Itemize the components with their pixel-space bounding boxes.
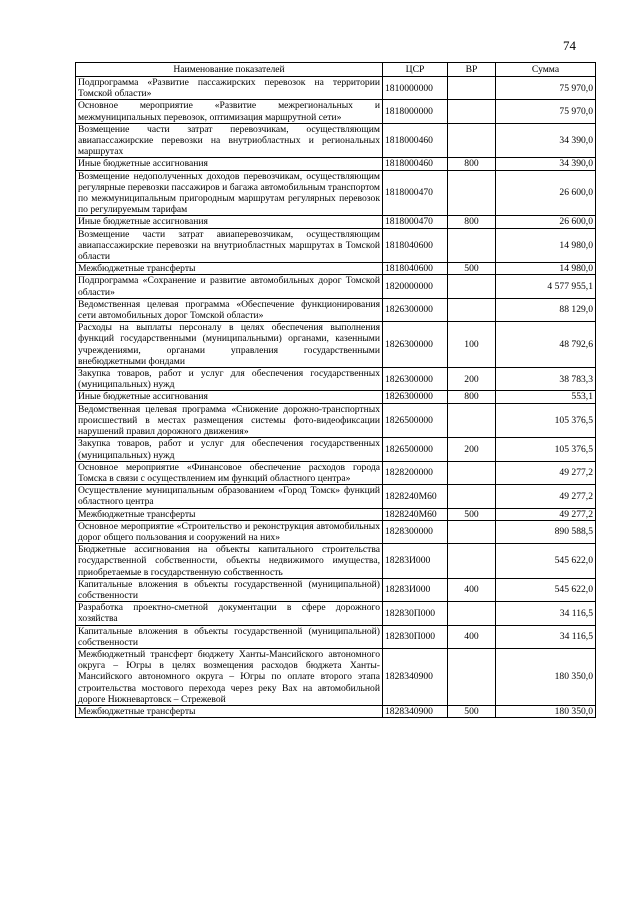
table-row [76,508,596,520]
row-sum: 890 588,5 [496,520,596,543]
row-type: 800 [448,158,496,170]
row-name: Ведомственная целевая программа «Обеспечение функционирования сети автомобильных дорог Томской области» [76,298,383,321]
row-type: 400 [448,625,496,648]
row-type [448,100,496,123]
row-code: 1818040600 [383,263,448,275]
row-sum: 75 970,0 [496,77,596,100]
row-sum: 105 376,5 [496,438,596,461]
row-sum: 34 390,0 [496,158,596,170]
row-name: Закупка товаров, работ и услуг для обеспечения государственных (муниципальных) нужд [76,368,383,391]
row-type [448,170,496,216]
row-sum: 26 600,0 [496,216,596,228]
row-code: 1826300000 [383,368,448,391]
row-name: Основное мероприятие «Финансовое обеспечение расходов города Томска в связи с осуществлением им функций областного центра» [76,461,383,484]
header-name: Наименование показателей [76,63,383,77]
row-sum: 49 277,2 [496,461,596,484]
row-code: 18283И000 [383,578,448,601]
table-row [76,485,596,508]
table-row [76,461,596,484]
table-row [76,520,596,543]
row-type [448,485,496,508]
row-code: 182830П000 [383,602,448,625]
row-name: Подпрограмма «Сохранение и развитие автомобильных дорог Томской области» [76,275,383,298]
row-code: 1818000460 [383,158,448,170]
row-name: Иные бюджетные ассигнования [76,391,383,403]
table-row [76,77,596,100]
row-type: 100 [448,322,496,368]
row-code: 1818000470 [383,170,448,216]
row-name: Иные бюджетные ассигнования [76,158,383,170]
row-sum: 553,1 [496,391,596,403]
row-type [448,298,496,321]
table-row [76,158,596,170]
row-name: Ведомственная целевая программа «Снижение дорожно-транспортных происшествий в местах размещения системы фото-видеофиксации нарушений правил дорожного движения» [76,403,383,438]
row-type [448,77,496,100]
row-type: 500 [448,263,496,275]
row-sum: 88 129,0 [496,298,596,321]
row-sum: 14 980,0 [496,263,596,275]
table-row [76,403,596,438]
row-name: Бюджетные ассигнования на объекты капитального строительства государственной собственности, объекты недвижимого имущества, приобретаемые в государственную собственность [76,544,383,579]
row-code: 1828340900 [383,705,448,717]
row-name: Капитальные вложения в объекты государственной (муниципальной) собственности [76,625,383,648]
row-name: Межбюджетный трансферт бюджету Ханты-Мансийского автономного округа – Югры в целях возмещения расходов бюджета Ханты-Мансийского автономного округа – Югры по оплате второго этапа строительства мостового перехода через реку Вах на автомобильной дороге Нижневартовск – Стрежевой [76,648,383,705]
row-type [448,520,496,543]
header-sum: Сумма [496,63,596,77]
row-code: 1828240М60 [383,508,448,520]
row-name: Возмещение части затрат авиаперевозчикам, осуществляющим авиапассажирские перевозки на внутриобластных маршрутах в Томской области [76,228,383,263]
page-number: 74 [563,38,576,53]
row-type: 800 [448,391,496,403]
row-code: 1820000000 [383,275,448,298]
row-name: Межбюджетные трансферты [76,705,383,717]
row-code: 1826500000 [383,403,448,438]
row-name: Капитальные вложения в объекты государственной (муниципальной) собственности [76,578,383,601]
row-sum: 545 622,0 [496,544,596,579]
row-type [448,461,496,484]
row-type [448,602,496,625]
row-code: 1818000000 [383,100,448,123]
table-row [76,368,596,391]
row-code: 1818000470 [383,216,448,228]
row-code: 1818040600 [383,228,448,263]
row-name: Межбюджетные трансферты [76,263,383,275]
row-sum: 34 390,0 [496,123,596,158]
row-name: Осуществление муниципальным образованием «Город Томск» функций областного центра [76,485,383,508]
row-code: 182830П000 [383,625,448,648]
row-type: 800 [448,216,496,228]
header-code: ЦСР [383,63,448,77]
row-name: Основное мероприятие «Развитие межрегиональных и межмуниципальных перевозок, оптимизация маршрутной сети» [76,100,383,123]
row-code: 1828300000 [383,520,448,543]
row-sum: 75 970,0 [496,100,596,123]
row-code: 1818000460 [383,123,448,158]
row-name: Возмещение части затрат перевозчикам, осуществляющим авиапассажирские перевозки на внутриобластных и региональных маршрутах [76,123,383,158]
row-type: 200 [448,438,496,461]
row-type [448,544,496,579]
row-code: 1828240М60 [383,485,448,508]
table-row [76,544,596,579]
table-row [76,391,596,403]
header-type: ВР [448,63,496,77]
row-type [448,228,496,263]
table-row [76,648,596,705]
table-row [76,625,596,648]
row-sum: 26 600,0 [496,170,596,216]
row-type: 500 [448,508,496,520]
row-sum: 48 792,6 [496,322,596,368]
table-row [76,578,596,601]
row-name: Межбюджетные трансферты [76,508,383,520]
row-name: Основное мероприятие «Строительство и реконструкция автомобильных дорог общего пользования и сооружений на них» [76,520,383,543]
row-code: 1828340900 [383,648,448,705]
row-type: 200 [448,368,496,391]
table-row [76,705,596,717]
row-sum: 180 350,0 [496,648,596,705]
row-name: Закупка товаров, работ и услуг для обеспечения государственных (муниципальных) нужд [76,438,383,461]
table-body [76,77,596,718]
row-type [448,275,496,298]
row-name: Возмещение недополученных доходов перевозчикам, осуществляющим регулярные перевозки пассажиров и багажа автомобильным транспортом по межмуниципальным пригородным маршрутам регулярных перевозок по регулируемым тарифам [76,170,383,216]
row-sum: 34 116,5 [496,602,596,625]
row-name: Расходы на выплаты персоналу в целях обеспечения выполнения функций государственными (муниципальными) органами, казенными учреждениями, органами управления государственными внебюджетными фондами [76,322,383,368]
row-code: 18283И000 [383,544,448,579]
table-row [76,216,596,228]
table-row [76,100,596,123]
table-row [76,228,596,263]
row-type: 400 [448,578,496,601]
row-sum: 180 350,0 [496,705,596,717]
row-sum: 34 116,5 [496,625,596,648]
row-code: 1826300000 [383,322,448,368]
row-sum: 4 577 955,1 [496,275,596,298]
row-code: 1826300000 [383,391,448,403]
table-row [76,275,596,298]
row-code: 1826500000 [383,438,448,461]
table-header-row [76,63,596,77]
table-row [76,602,596,625]
row-sum: 545 622,0 [496,578,596,601]
row-code: 1826300000 [383,298,448,321]
row-sum: 49 277,2 [496,485,596,508]
row-type [448,648,496,705]
row-name: Иные бюджетные ассигнования [76,216,383,228]
row-name: Разработка проектно-сметной документации в сфере дорожного хозяйства [76,602,383,625]
table-row [76,170,596,216]
row-type [448,403,496,438]
row-code: 1828200000 [383,461,448,484]
row-sum: 38 783,3 [496,368,596,391]
table-row [76,123,596,158]
table-row [76,438,596,461]
row-sum: 14 980,0 [496,228,596,263]
table-row [76,322,596,368]
row-type [448,123,496,158]
table-row [76,263,596,275]
row-sum: 49 277,2 [496,508,596,520]
row-name: Подпрограмма «Развитие пассажирских перевозок на территории Томской области» [76,77,383,100]
row-sum: 105 376,5 [496,403,596,438]
budget-table [75,62,596,718]
row-code: 1810000000 [383,77,448,100]
row-type: 500 [448,705,496,717]
table-row [76,298,596,321]
